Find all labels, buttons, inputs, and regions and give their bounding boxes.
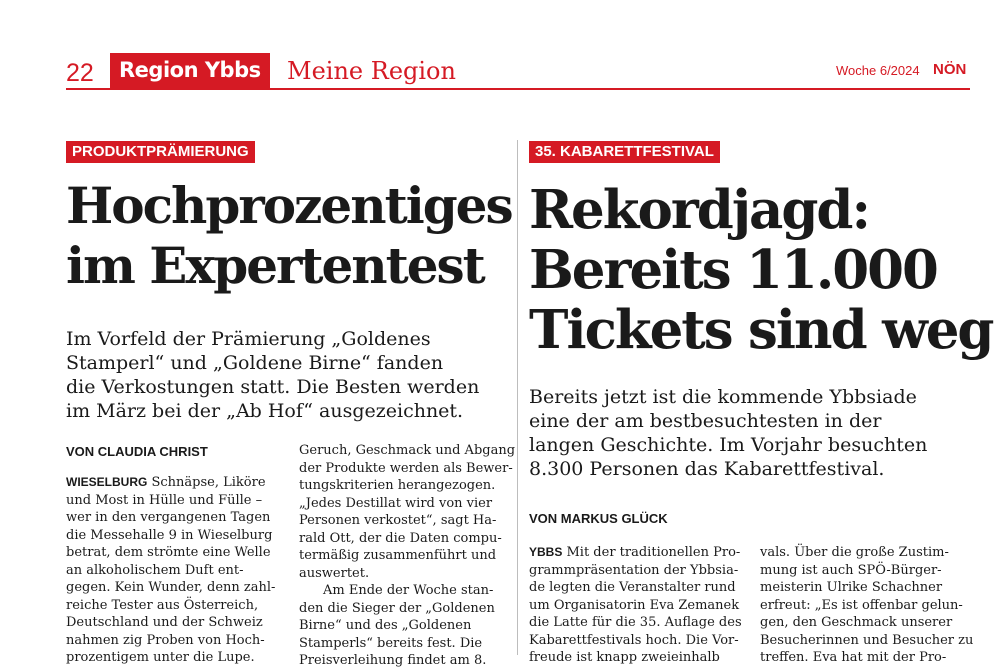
right-headline-line: Bereits 11.000 xyxy=(529,239,937,301)
body-line: Besucherinnen und Besucher zu xyxy=(760,632,974,648)
body-line: und Most in Hülle und Fülle – xyxy=(66,492,263,508)
body-line: prozentigem unter die Lupe. xyxy=(66,650,255,665)
right-byline: VON MARKUS GLÜCK xyxy=(529,511,668,526)
body-line: gen, den Geschmack unserer xyxy=(760,615,953,630)
body-line: reiche Tester aus Österreich, xyxy=(66,597,259,613)
left-kicker: PRODUKTPRÄMIERUNG xyxy=(66,141,255,163)
section-label: Region Ybbs xyxy=(110,53,270,88)
left-byline: VON CLAUDIA CHRIST xyxy=(66,444,208,459)
right-lead-line: eine der am bestbesuchtesten in der xyxy=(529,410,882,432)
body-line: treffen. Eva hat mit der Pro- xyxy=(760,650,947,665)
body-line: Personen verkostet“, sagt Ha- xyxy=(299,513,497,528)
left-headline xyxy=(66,176,512,296)
body-line: betrat, dem strömte eine Welle xyxy=(66,545,271,560)
body-line: Birne“ und des „Goldenen xyxy=(299,618,472,633)
right-headline xyxy=(529,180,992,360)
body-line: gegen. Kein Wunder, denn zahl- xyxy=(66,580,276,595)
right-headline-line: Rekordjagd: xyxy=(529,179,870,241)
body-line: erfreut: „Es ist offenbar gelun- xyxy=(760,597,963,613)
body-line: Stamperls“ bereits fest. Die xyxy=(299,635,483,651)
body-line: meisterin Ulrike Schachner xyxy=(760,580,943,595)
body-line: die Latte für die 35. Auflage des xyxy=(529,615,742,630)
body-line: auswertet. xyxy=(299,565,370,581)
page-number: 22 xyxy=(66,59,94,87)
body-line: tungskriterien herangezogen. xyxy=(299,478,496,493)
subsection-label: Meine Region xyxy=(287,57,456,85)
body-line: „Jedes Destillat wird von vier xyxy=(299,495,493,511)
column-divider xyxy=(517,140,518,655)
body-line: rald Ott, der die Daten compu- xyxy=(299,530,502,546)
body-line: Deutschland und der Schweiz xyxy=(66,615,263,630)
left-lead-line: Stamperl“ und „Goldene Birne“ fanden xyxy=(66,352,444,374)
right-body-col1 xyxy=(529,544,744,667)
body-line: WIESELBURG Schnäpse, Liköre xyxy=(66,475,266,490)
body-line: Kabarettfestivals hoch. Die Vor- xyxy=(529,632,739,648)
body-line: nahmen zig Proben von Hoch- xyxy=(66,632,265,648)
left-lead-line: die Verkostungen statt. Die Besten werden xyxy=(66,376,480,398)
right-lead-line: 8.300 Personen das Kabarettfestival. xyxy=(529,458,885,480)
left-headline-line: im Expertentest xyxy=(66,236,484,295)
body-line: termäßig zusammenführt und xyxy=(299,548,497,563)
issue-week: Woche 6/2024 xyxy=(836,63,920,78)
body-line: Preisverleihung findet am 8. xyxy=(299,653,487,668)
dateline: WIESELBURG xyxy=(66,475,148,489)
dateline: YBBS xyxy=(529,545,563,559)
left-lead xyxy=(66,327,479,423)
body-line: die Messehalle 9 in Wieselburg xyxy=(66,527,273,543)
body-line: YBBS Mit der traditionellen Pro- xyxy=(529,545,741,560)
right-lead-line: Bereits jetzt ist die kommende Ybbsiade xyxy=(529,386,917,408)
body-line: wer in den vergangenen Tagen xyxy=(66,510,271,525)
header-rule xyxy=(66,88,970,90)
body-line: Am Ende der Woche stan- xyxy=(323,583,494,598)
right-headline-line: Tickets sind weg xyxy=(529,299,993,361)
body-line: den die Sieger der „Goldenen xyxy=(299,600,495,616)
left-body-col2 xyxy=(299,442,516,670)
body-line: grammpräsentation der Ybbsia- xyxy=(529,562,739,578)
body-line: Geruch, Geschmack und Abgang xyxy=(299,443,516,458)
body-line: de legten die Veranstalter rund xyxy=(529,580,736,595)
left-lead-line: im März bei der „Ab Hof“ ausgezeichnet. xyxy=(66,400,464,422)
body-line: um Organisatorin Eva Zemanek xyxy=(529,597,740,613)
body-line: vals. Über die große Zustim- xyxy=(760,545,949,560)
left-lead-line: Im Vorfeld der Prämierung „Goldenes xyxy=(66,328,431,350)
right-lead-line: langen Geschichte. Im Vorjahr besuchten xyxy=(529,434,928,456)
body-line: mung ist auch SPÖ-Bürger- xyxy=(760,562,942,578)
left-body-col1 xyxy=(66,474,281,667)
body-line: der Produkte werden als Bewer- xyxy=(299,460,513,476)
body-line: freude ist knapp zweieinhalb xyxy=(529,650,720,665)
body-line: an alkoholischem Duft ent- xyxy=(66,562,244,578)
right-body-col2 xyxy=(760,544,975,667)
brand-logo: NÖN xyxy=(933,61,967,78)
right-kicker: 35. KABARETTFESTIVAL xyxy=(529,141,720,163)
right-lead xyxy=(529,385,927,481)
left-headline-line: Hochprozentiges xyxy=(66,176,512,235)
